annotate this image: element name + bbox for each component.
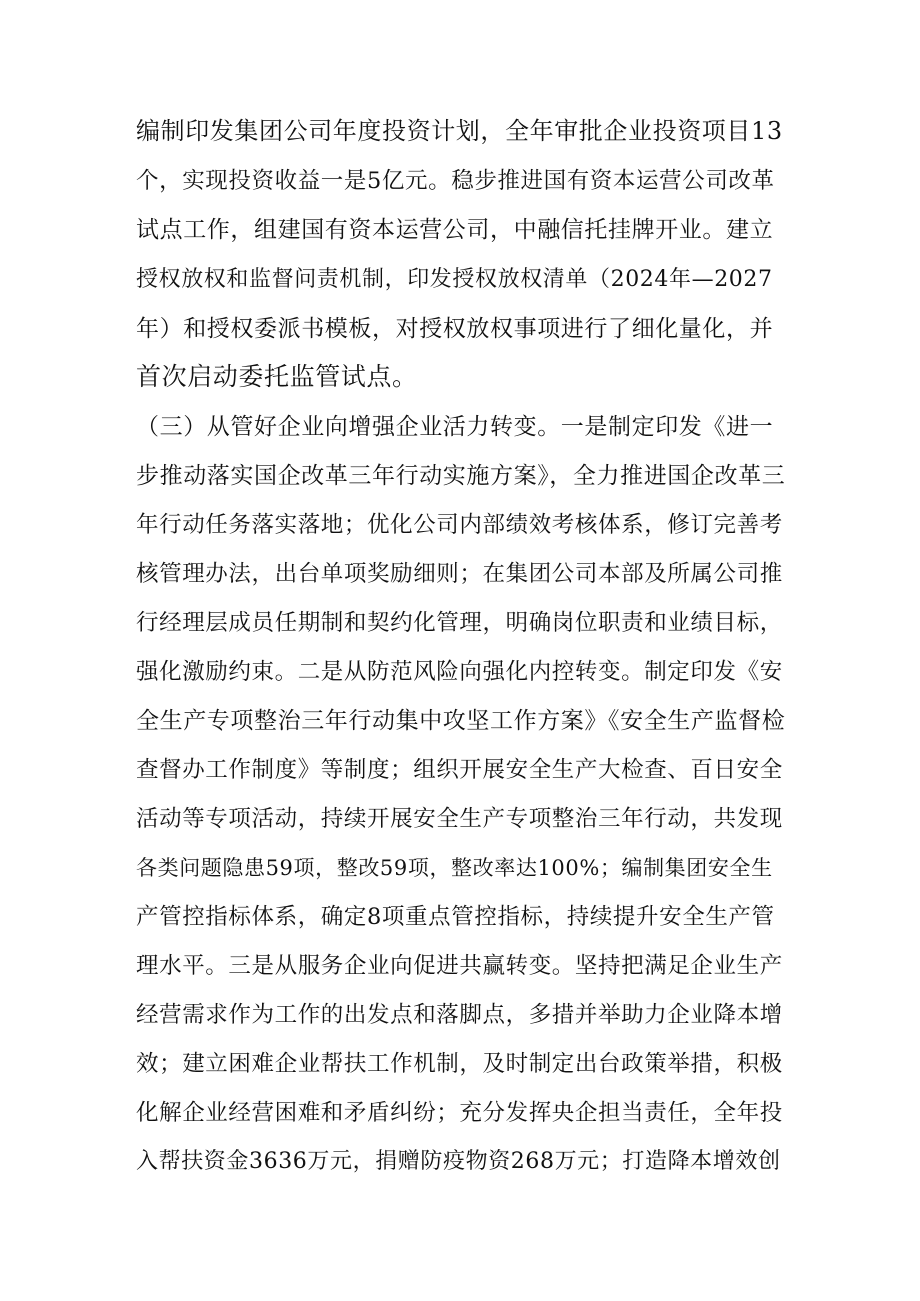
text-line-19: 经营需求作为工作的出发点和落脚点，多措并举助力企业降本增 — [136, 1002, 783, 1028]
text-line-12: 强化激励约束。二是从防范风险向强化内控转变。制定印发《安 — [136, 659, 783, 685]
text-line-15: 活动等专项活动，持续开展安全生产专项整治三年行动，共发现 — [136, 806, 783, 832]
text-line-2: 个，实现投资收益一是5亿元。稳步推进国有资本运营公司改革 — [136, 168, 775, 194]
text-line-16: 各类问题隐患59项，整改59项，整改率达100%；编制集团安全生 — [136, 856, 773, 880]
text-line-4: 授权放权和监督问责机制，印发授权放权清单（2024年—2027 — [136, 267, 773, 292]
text-line-11: 行经理层成员任期制和契约化管理，明确岗位职责和业绩目标， — [136, 610, 783, 636]
text-line-8: 步推动落实国企改革三年行动实施方案》，全力推进国企改革三 — [136, 463, 786, 489]
text-line-5: 年）和授权委派书模板，对授权放权事项进行了细化量化，并 — [136, 316, 774, 342]
text-line-6: 首次启动委托监管试点。 — [136, 362, 418, 391]
text-line-3: 试点工作，组建国有资本运营公司，中融信托挂牌开业。建立 — [136, 217, 774, 243]
text-line-17: 产管控指标体系，确定8项重点管控指标，持续提升安全生产管 — [136, 904, 775, 930]
text-line-9: 年行动任务落实落地；优化公司内部绩效考核体系，修订完善考 — [136, 512, 783, 538]
text-line-21: 化解企业经营困难和矛盾纠纷；充分发挥央企担当责任，全年投 — [136, 1100, 783, 1126]
text-line-18: 理水平。三是从服务企业向促进共赢转变。坚持把满足企业生产 — [136, 953, 783, 979]
text-line-13: 全生产专项整治三年行动集中攻坚工作方案》《安全生产监督检 — [136, 708, 786, 734]
text-line-20: 效；建立困难企业帮扶工作机制，及时制定出台政策举措，积极 — [136, 1051, 783, 1077]
text-line-14: 查督办工作制度》等制度；组织开展安全生产大检查、百日安全 — [136, 757, 783, 783]
section-heading-line: （三）从管好企业向增强企业活力转变。一是制定印发《进一 — [136, 414, 774, 440]
text-line-22: 入帮扶资金3636万元，捐赠防疫物资268万元；打造降本增效创 — [136, 1149, 781, 1174]
text-line-1: 编制印发集团公司年度投资计划，全年审批企业投资项目13 — [136, 117, 783, 145]
text-line-10: 核管理办法，出台单项奖励细则；在集团公司本部及所属公司推 — [136, 561, 783, 587]
